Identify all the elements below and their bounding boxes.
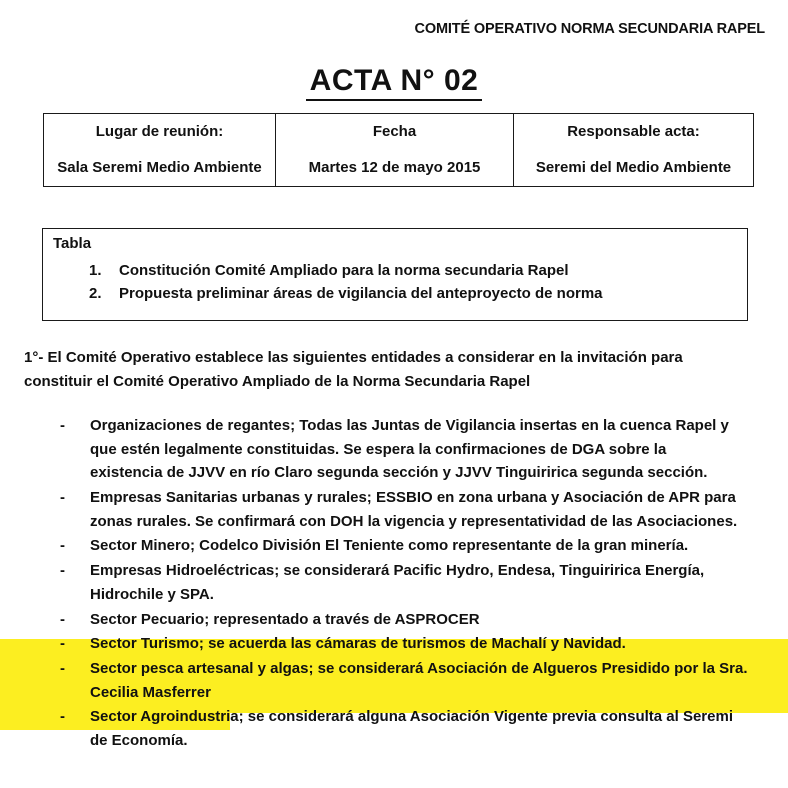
table-header-responsable: Responsable acta: — [514, 114, 754, 149]
bullet-dash-icon: - — [60, 489, 65, 507]
agenda-label: Tabla — [53, 235, 92, 252]
intro-line-1: 1°- El Comité Operativo establece las siguientes entidades a considerar en la invitación para — [24, 349, 683, 366]
line: Organizaciones de regantes; Todas las Juntas de Vigilancia insertas en la cuenca Rapel y — [90, 417, 729, 434]
document-header-title: COMITÉ OPERATIVO NORMA SECUNDARIA RAPEL — [414, 21, 765, 37]
table-row-headers — [44, 114, 754, 149]
line: que estén legalmente constituidas. Se espera la confirmaciones de DGA sobre la — [90, 440, 667, 458]
list-item-sector-turismo — [58, 632, 773, 656]
intro-line-2: constituir el Comité Operativo Ampliado de la Norma Secundaria Rapel — [24, 372, 531, 390]
list-item-text — [90, 632, 773, 656]
meeting-info-table — [43, 113, 754, 187]
agenda-item-2-text: Propuesta preliminar áreas de vigilancia del anteproyecto de norma — [119, 285, 603, 303]
intro-paragraph — [24, 346, 772, 393]
bullet-dash-icon: - — [60, 635, 65, 653]
line: Empresas Sanitarias urbanas y rurales; ESSBIO en zona urbana y Asociación de APR para — [90, 489, 736, 507]
agenda-item-2-number: 2. — [89, 285, 102, 303]
line: Sector Turismo; se acuerda las cámaras de turismos de Machalí y Navidad. — [90, 635, 626, 653]
line: Sector Minero; Codelco División El Teniente como representante de la gran minería. — [90, 537, 689, 555]
table-row-values — [44, 148, 754, 187]
table-header-fecha: Fecha — [276, 114, 514, 149]
line: Sector pesca artesanal y algas; se considerará Asociación de Algueros Presidido por la Sra. — [90, 659, 748, 677]
bullet-dash-icon: - — [60, 708, 65, 726]
table-header-lugar: Lugar de reunión: — [44, 114, 276, 149]
bullet-dash-icon: - — [60, 417, 65, 434]
agenda-item-1 — [89, 259, 603, 282]
list-item-text — [90, 705, 773, 752]
entities-bullet-list — [58, 414, 773, 754]
list-item-organizaciones-de-regantes — [58, 414, 773, 485]
list-item-text — [90, 534, 773, 558]
list-item-sector-minero — [58, 534, 773, 558]
list-item-sector-pesca-artesanal-y-algas — [58, 657, 773, 704]
bullet-dash-icon: - — [60, 537, 65, 555]
list-item-text — [90, 414, 773, 485]
table-value-responsable: Seremi del Medio Ambiente — [514, 148, 754, 187]
page-title-text: ACTA N° 02 — [306, 64, 483, 101]
list-item-sector-agroindustria — [58, 705, 773, 752]
list-item-text — [90, 608, 773, 632]
line: Sector Agroindustria; se considerará alguna Asociación Vigente previa consulta al Seremi — [90, 708, 733, 726]
line: Cecilia Masferrer — [90, 683, 211, 701]
list-item-text — [90, 657, 773, 704]
list-item-text — [90, 559, 773, 606]
line: de Economía. — [90, 731, 188, 749]
list-item-sector-pecuario — [58, 608, 773, 632]
bullet-dash-icon: - — [60, 610, 65, 628]
agenda-box — [42, 228, 748, 321]
line: Sector Pecuario; representado a través de ASPROCER — [90, 610, 480, 628]
table-value-lugar: Sala Seremi Medio Ambiente — [44, 148, 276, 187]
agenda-list — [89, 259, 603, 306]
bullet-dash-icon: - — [60, 659, 65, 677]
line: zonas rurales. Se confirmará con DOH la vigencia y representatividad de las Asociaciones. — [90, 512, 738, 530]
table-value-fecha: Martes 12 de mayo 2015 — [276, 148, 514, 187]
line: Hidrochile y SPA. — [90, 585, 214, 603]
list-item-empresas-sanitarias — [58, 486, 773, 533]
agenda-item-1-text: Constitución Comité Ampliado para la norma secundaria Rapel — [119, 262, 569, 279]
page-title — [0, 64, 788, 101]
line: existencia de JJVV en río Claro segunda sección y JJVV Tinguiririca segunda sección. — [90, 464, 708, 482]
agenda-item-1-number: 1. — [89, 262, 102, 279]
list-item-text — [90, 486, 773, 533]
list-item-empresas-hidroelectricas — [58, 559, 773, 606]
bullet-dash-icon: - — [60, 562, 65, 580]
line: Empresas Hidroeléctricas; se considerará Pacific Hydro, Endesa, Tinguiririca Energía, — [90, 562, 705, 580]
agenda-item-2 — [89, 282, 603, 305]
